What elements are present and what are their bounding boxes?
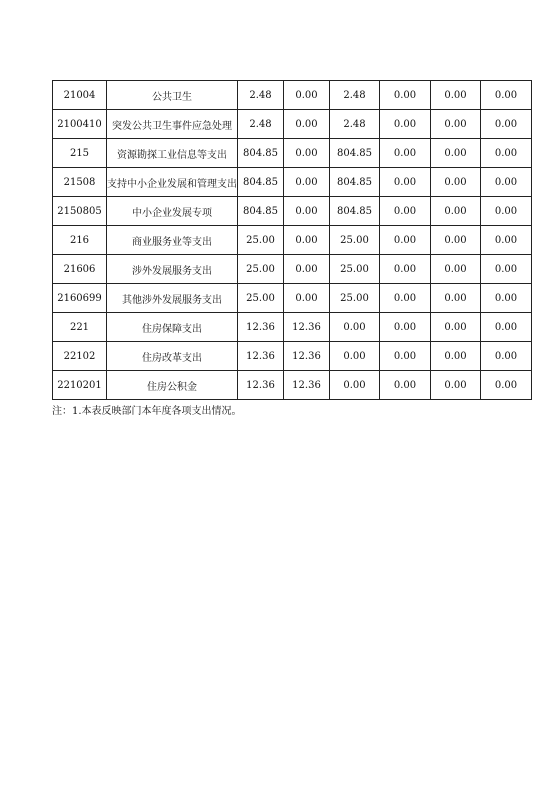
amount-cell-5: 0.00 (431, 197, 481, 226)
amount-cell-1: 804.85 (238, 168, 284, 197)
amount-cell-3: 25.00 (330, 255, 380, 284)
amount-cell-5: 0.00 (431, 255, 481, 284)
amount-cell-1: 25.00 (238, 284, 284, 313)
subject-code-cell: 2100410 (53, 110, 107, 139)
subject-code-cell: 21508 (53, 168, 107, 197)
subject-name-cell: 涉外发展服务支出 (107, 255, 238, 284)
table-body (53, 81, 532, 400)
subject-code-cell: 215 (53, 139, 107, 168)
amount-cell-3: 804.85 (330, 197, 380, 226)
amount-cell-2: 0.00 (284, 284, 330, 313)
amount-cell-2: 0.00 (284, 197, 330, 226)
amount-cell-2: 12.36 (284, 313, 330, 342)
subject-name-cell: 住房改革支出 (107, 342, 238, 371)
amount-cell-6: 0.00 (481, 255, 532, 284)
table-row (53, 168, 532, 197)
amount-cell-4: 0.00 (380, 226, 431, 255)
amount-cell-3: 804.85 (330, 168, 380, 197)
amount-cell-4: 0.00 (380, 139, 431, 168)
amount-cell-4: 0.00 (380, 110, 431, 139)
amount-cell-4: 0.00 (380, 168, 431, 197)
amount-cell-3: 2.48 (330, 81, 380, 110)
subject-code-cell: 21606 (53, 255, 107, 284)
subject-name-cell: 公共卫生 (107, 81, 238, 110)
amount-cell-3: 804.85 (330, 139, 380, 168)
subject-code-cell: 2160699 (53, 284, 107, 313)
table-footnote: 注：1.本表反映部门本年度各项支出情况。 (52, 406, 242, 417)
amount-cell-5: 0.00 (431, 371, 481, 400)
amount-cell-6: 0.00 (481, 342, 532, 371)
amount-cell-2: 0.00 (284, 255, 330, 284)
subject-code-cell: 216 (53, 226, 107, 255)
amount-cell-5: 0.00 (431, 284, 481, 313)
amount-cell-3: 0.00 (330, 342, 380, 371)
subject-name-cell: 住房公积金 (107, 371, 238, 400)
amount-cell-6: 0.00 (481, 226, 532, 255)
table-row (53, 313, 532, 342)
amount-cell-5: 0.00 (431, 110, 481, 139)
amount-cell-2: 12.36 (284, 342, 330, 371)
table-row (53, 139, 532, 168)
subject-code-cell: 21004 (53, 81, 107, 110)
amount-cell-3: 0.00 (330, 371, 380, 400)
table-row (53, 342, 532, 371)
subject-name-cell: 资源勘探工业信息等支出 (107, 139, 238, 168)
subject-code-cell: 221 (53, 313, 107, 342)
amount-cell-3: 25.00 (330, 284, 380, 313)
subject-code-cell: 22102 (53, 342, 107, 371)
amount-cell-4: 0.00 (380, 313, 431, 342)
subject-code-cell: 2150805 (53, 197, 107, 226)
amount-cell-4: 0.00 (380, 342, 431, 371)
amount-cell-1: 2.48 (238, 81, 284, 110)
amount-cell-4: 0.00 (380, 81, 431, 110)
amount-cell-6: 0.00 (481, 110, 532, 139)
table-row (53, 255, 532, 284)
amount-cell-1: 25.00 (238, 255, 284, 284)
table-row (53, 81, 532, 110)
amount-cell-6: 0.00 (481, 284, 532, 313)
amount-cell-6: 0.00 (481, 168, 532, 197)
amount-cell-3: 2.48 (330, 110, 380, 139)
amount-cell-2: 0.00 (284, 81, 330, 110)
amount-cell-6: 0.00 (481, 371, 532, 400)
amount-cell-2: 0.00 (284, 139, 330, 168)
amount-cell-4: 0.00 (380, 255, 431, 284)
amount-cell-6: 0.00 (481, 197, 532, 226)
amount-cell-1: 12.36 (238, 371, 284, 400)
amount-cell-2: 12.36 (284, 371, 330, 400)
amount-cell-6: 0.00 (481, 313, 532, 342)
amount-cell-2: 0.00 (284, 226, 330, 255)
amount-cell-5: 0.00 (431, 168, 481, 197)
amount-cell-2: 0.00 (284, 168, 330, 197)
table-row (53, 284, 532, 313)
amount-cell-5: 0.00 (431, 342, 481, 371)
amount-cell-1: 804.85 (238, 139, 284, 168)
amount-cell-6: 0.00 (481, 81, 532, 110)
amount-cell-1: 2.48 (238, 110, 284, 139)
amount-cell-1: 12.36 (238, 313, 284, 342)
amount-cell-3: 25.00 (330, 226, 380, 255)
subject-name-cell: 支持中小企业发展和管理支出 (107, 168, 238, 197)
table-row (53, 226, 532, 255)
amount-cell-4: 0.00 (380, 371, 431, 400)
table-row (53, 371, 532, 400)
amount-cell-4: 0.00 (380, 284, 431, 313)
amount-cell-5: 0.00 (431, 313, 481, 342)
table-row (53, 197, 532, 226)
amount-cell-1: 25.00 (238, 226, 284, 255)
amount-cell-3: 0.00 (330, 313, 380, 342)
table-row (53, 110, 532, 139)
subject-name-cell: 中小企业发展专项 (107, 197, 238, 226)
subject-name-cell: 其他涉外发展服务支出 (107, 284, 238, 313)
amount-cell-2: 0.00 (284, 110, 330, 139)
amount-cell-5: 0.00 (431, 226, 481, 255)
subject-name-cell: 突发公共卫生事件应急处理 (107, 110, 238, 139)
amount-cell-1: 804.85 (238, 197, 284, 226)
subject-name-cell: 住房保障支出 (107, 313, 238, 342)
subject-code-cell: 2210201 (53, 371, 107, 400)
amount-cell-5: 0.00 (431, 81, 481, 110)
amount-cell-5: 0.00 (431, 139, 481, 168)
amount-cell-1: 12.36 (238, 342, 284, 371)
amount-cell-4: 0.00 (380, 197, 431, 226)
expenditure-table (52, 80, 532, 400)
amount-cell-6: 0.00 (481, 139, 532, 168)
subject-name-cell: 商业服务业等支出 (107, 226, 238, 255)
